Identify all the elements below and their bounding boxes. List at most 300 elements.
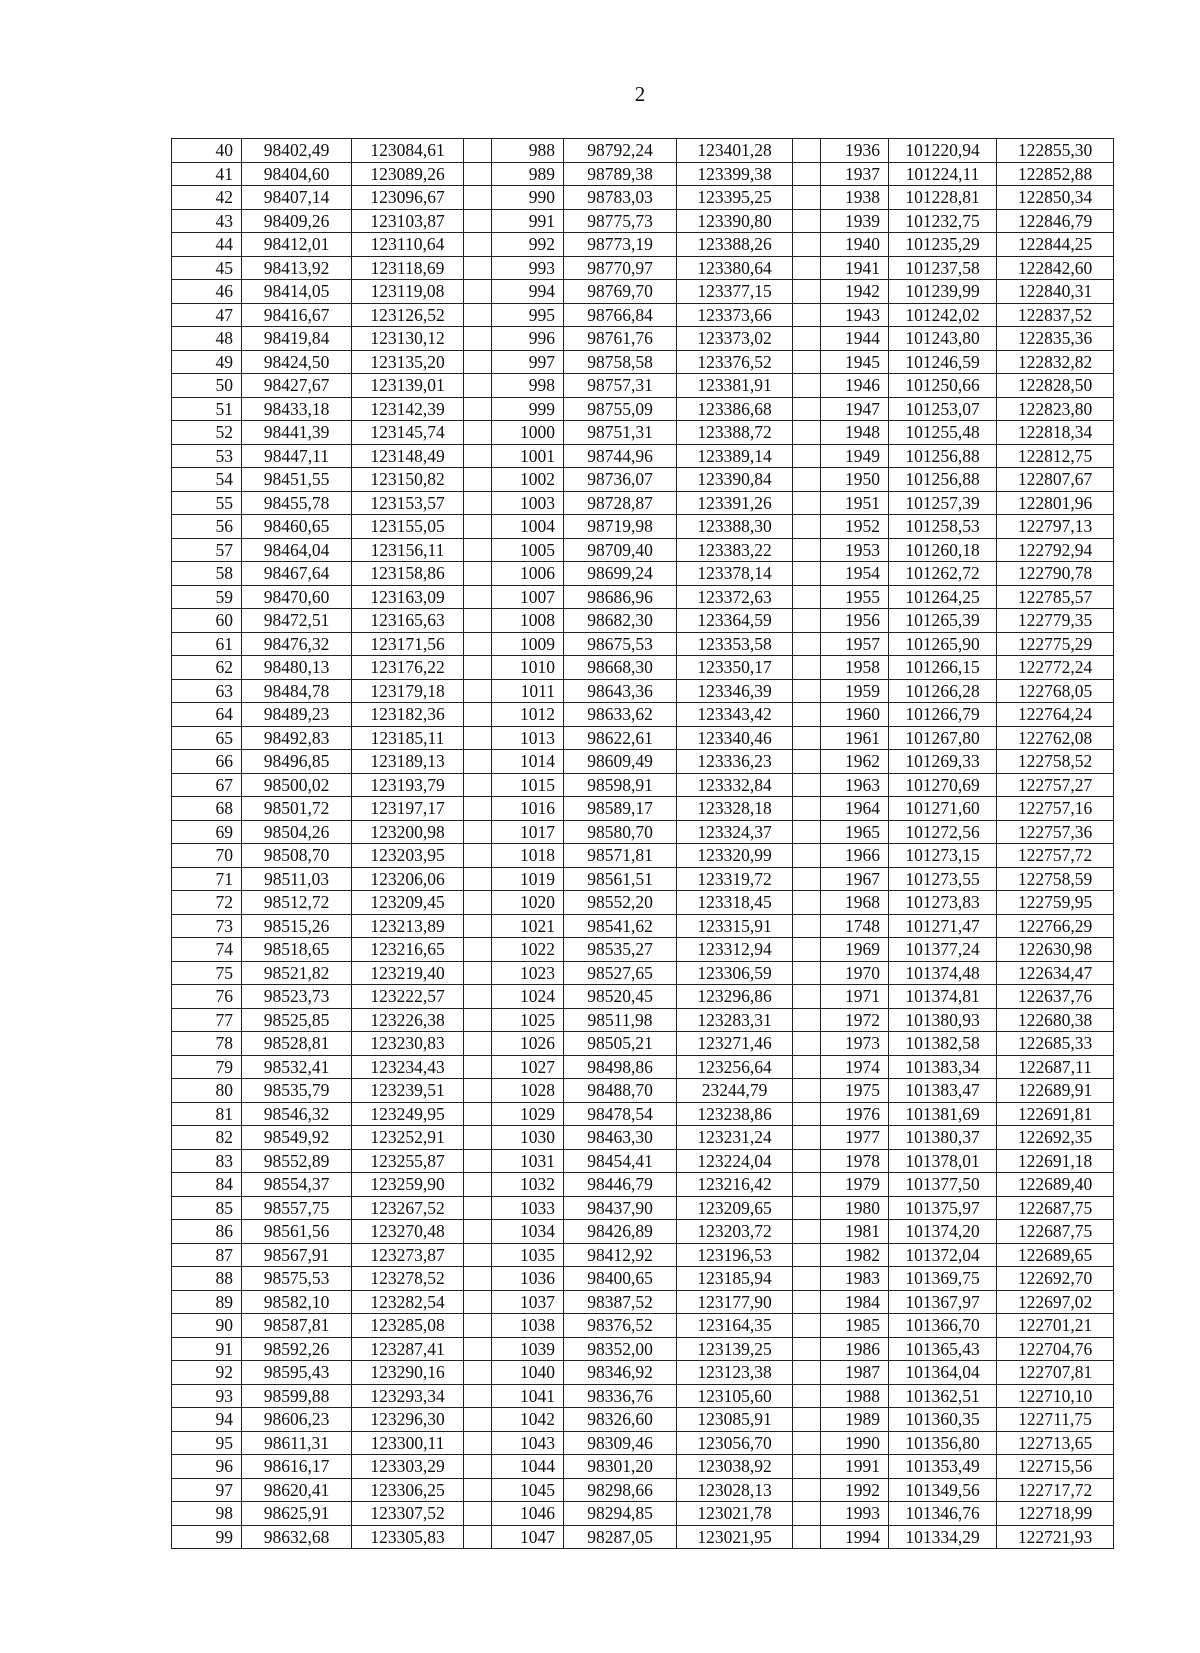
separator-cell: [464, 1220, 492, 1244]
separator-cell: [464, 515, 492, 539]
y-coordinate-cell: 122691,81: [997, 1102, 1114, 1126]
y-coordinate-cell: 123185,94: [677, 1267, 793, 1291]
x-coordinate-cell: 98402,49: [242, 139, 352, 163]
y-coordinate-cell: 123209,45: [352, 891, 464, 915]
x-coordinate-cell: 101374,20: [889, 1220, 997, 1244]
point-number-cell: 1979: [821, 1173, 889, 1197]
point-number-cell: 1010: [492, 656, 564, 680]
point-number-cell: 44: [172, 233, 242, 257]
table-row: [172, 209, 1114, 233]
x-coordinate-cell: 101367,97: [889, 1290, 997, 1314]
separator-cell: [793, 938, 821, 962]
x-coordinate-cell: 98580,70: [564, 820, 677, 844]
x-coordinate-cell: 101246,59: [889, 350, 997, 374]
point-number-cell: 84: [172, 1173, 242, 1197]
x-coordinate-cell: 98611,31: [242, 1431, 352, 1455]
point-number-cell: 72: [172, 891, 242, 915]
x-coordinate-cell: 101374,48: [889, 961, 997, 985]
y-coordinate-cell: 122757,16: [997, 797, 1114, 821]
x-coordinate-cell: 98769,70: [564, 280, 677, 304]
x-coordinate-cell: 98505,21: [564, 1032, 677, 1056]
x-coordinate-cell: 98757,31: [564, 374, 677, 398]
point-number-cell: 1968: [821, 891, 889, 915]
table-row: [172, 374, 1114, 398]
x-coordinate-cell: 98609,49: [564, 750, 677, 774]
point-number-cell: 1953: [821, 538, 889, 562]
x-coordinate-cell: 98622,61: [564, 726, 677, 750]
x-coordinate-cell: 98736,07: [564, 468, 677, 492]
x-coordinate-cell: 98504,26: [242, 820, 352, 844]
y-coordinate-cell: 123306,59: [677, 961, 793, 985]
separator-cell: [793, 186, 821, 210]
y-coordinate-cell: 122772,24: [997, 656, 1114, 680]
x-coordinate-cell: 98575,53: [242, 1267, 352, 1291]
point-number-cell: 1032: [492, 1173, 564, 1197]
y-coordinate-cell: 122762,08: [997, 726, 1114, 750]
x-coordinate-cell: 101256,88: [889, 444, 997, 468]
y-coordinate-cell: 123285,08: [352, 1314, 464, 1338]
x-coordinate-cell: 101356,80: [889, 1431, 997, 1455]
y-coordinate-cell: 123346,39: [677, 679, 793, 703]
x-coordinate-cell: 98744,96: [564, 444, 677, 468]
y-coordinate-cell: 123156,11: [352, 538, 464, 562]
x-coordinate-cell: 98441,39: [242, 421, 352, 445]
point-number-cell: 99: [172, 1525, 242, 1549]
point-number-cell: 1981: [821, 1220, 889, 1244]
separator-cell: [464, 162, 492, 186]
point-number-cell: 988: [492, 139, 564, 163]
y-coordinate-cell: 123389,14: [677, 444, 793, 468]
separator-cell: [464, 656, 492, 680]
x-coordinate-cell: 98699,24: [564, 562, 677, 586]
table-row: [172, 562, 1114, 586]
y-coordinate-cell: 123306,25: [352, 1478, 464, 1502]
table-row: [172, 491, 1114, 515]
x-coordinate-cell: 98783,03: [564, 186, 677, 210]
y-coordinate-cell: 123135,20: [352, 350, 464, 374]
y-coordinate-cell: 123139,01: [352, 374, 464, 398]
separator-cell: [464, 1196, 492, 1220]
point-number-cell: 50: [172, 374, 242, 398]
x-coordinate-cell: 98294,85: [564, 1502, 677, 1526]
point-number-cell: 1040: [492, 1361, 564, 1385]
y-coordinate-cell: 123200,98: [352, 820, 464, 844]
separator-cell: [464, 1008, 492, 1032]
table-row: [172, 844, 1114, 868]
y-coordinate-cell: 123318,45: [677, 891, 793, 915]
y-coordinate-cell: 123021,95: [677, 1525, 793, 1549]
x-coordinate-cell: 98498,86: [564, 1055, 677, 1079]
point-number-cell: 1977: [821, 1126, 889, 1150]
point-number-cell: 43: [172, 209, 242, 233]
point-number-cell: 1045: [492, 1478, 564, 1502]
y-coordinate-cell: 123219,40: [352, 961, 464, 985]
point-number-cell: 1976: [821, 1102, 889, 1126]
x-coordinate-cell: 98508,70: [242, 844, 352, 868]
separator-cell: [464, 820, 492, 844]
x-coordinate-cell: 98595,43: [242, 1361, 352, 1385]
x-coordinate-cell: 101235,29: [889, 233, 997, 257]
separator-cell: [793, 1173, 821, 1197]
y-coordinate-cell: 123164,35: [677, 1314, 793, 1338]
x-coordinate-cell: 98416,67: [242, 303, 352, 327]
point-number-cell: 1993: [821, 1502, 889, 1526]
point-number-cell: 1958: [821, 656, 889, 680]
x-coordinate-cell: 98484,78: [242, 679, 352, 703]
y-coordinate-cell: 123336,23: [677, 750, 793, 774]
point-number-cell: 1994: [821, 1525, 889, 1549]
point-number-cell: 1037: [492, 1290, 564, 1314]
x-coordinate-cell: 98606,23: [242, 1408, 352, 1432]
table-row: [172, 515, 1114, 539]
point-number-cell: 1951: [821, 491, 889, 515]
y-coordinate-cell: 122692,35: [997, 1126, 1114, 1150]
x-coordinate-cell: 98478,54: [564, 1102, 677, 1126]
point-number-cell: 1966: [821, 844, 889, 868]
table-row: [172, 303, 1114, 327]
x-coordinate-cell: 101271,60: [889, 797, 997, 821]
y-coordinate-cell: 123126,52: [352, 303, 464, 327]
table-row: [172, 1384, 1114, 1408]
y-coordinate-cell: 123163,09: [352, 585, 464, 609]
y-coordinate-cell: 123216,65: [352, 938, 464, 962]
x-coordinate-cell: 101273,55: [889, 867, 997, 891]
x-coordinate-cell: 101266,28: [889, 679, 997, 703]
separator-cell: [464, 1079, 492, 1103]
y-coordinate-cell: 122844,25: [997, 233, 1114, 257]
y-coordinate-cell: 123273,87: [352, 1243, 464, 1267]
separator-cell: [793, 750, 821, 774]
point-number-cell: 48: [172, 327, 242, 351]
table-row: [172, 1055, 1114, 1079]
y-coordinate-cell: 123176,22: [352, 656, 464, 680]
point-number-cell: 46: [172, 280, 242, 304]
point-number-cell: 1974: [821, 1055, 889, 1079]
y-coordinate-cell: 122687,11: [997, 1055, 1114, 1079]
point-number-cell: 73: [172, 914, 242, 938]
y-coordinate-cell: 123312,94: [677, 938, 793, 962]
y-coordinate-cell: 123148,49: [352, 444, 464, 468]
y-coordinate-cell: 123255,87: [352, 1149, 464, 1173]
point-number-cell: 97: [172, 1478, 242, 1502]
point-number-cell: 66: [172, 750, 242, 774]
y-coordinate-cell: 123085,91: [677, 1408, 793, 1432]
y-coordinate-cell: 123249,95: [352, 1102, 464, 1126]
y-coordinate-cell: 123390,84: [677, 468, 793, 492]
point-number-cell: 999: [492, 397, 564, 421]
point-number-cell: 1023: [492, 961, 564, 985]
point-number-cell: 87: [172, 1243, 242, 1267]
y-coordinate-cell: 123234,43: [352, 1055, 464, 1079]
separator-cell: [464, 609, 492, 633]
separator-cell: [793, 491, 821, 515]
point-number-cell: 45: [172, 256, 242, 280]
y-coordinate-cell: 122757,36: [997, 820, 1114, 844]
x-coordinate-cell: 98521,82: [242, 961, 352, 985]
point-number-cell: 93: [172, 1384, 242, 1408]
y-coordinate-cell: 122855,30: [997, 139, 1114, 163]
point-number-cell: 1004: [492, 515, 564, 539]
x-coordinate-cell: 101271,47: [889, 914, 997, 938]
x-coordinate-cell: 101383,47: [889, 1079, 997, 1103]
point-number-cell: 1988: [821, 1384, 889, 1408]
y-coordinate-cell: 123103,87: [352, 209, 464, 233]
point-number-cell: 77: [172, 1008, 242, 1032]
table-row: [172, 1149, 1114, 1173]
separator-cell: [793, 985, 821, 1009]
point-number-cell: 88: [172, 1267, 242, 1291]
separator-cell: [793, 162, 821, 186]
point-number-cell: 1005: [492, 538, 564, 562]
x-coordinate-cell: 101364,04: [889, 1361, 997, 1385]
x-coordinate-cell: 101377,50: [889, 1173, 997, 1197]
x-coordinate-cell: 98643,36: [564, 679, 677, 703]
separator-cell: [464, 914, 492, 938]
point-number-cell: 82: [172, 1126, 242, 1150]
separator-cell: [793, 1126, 821, 1150]
table-row: [172, 609, 1114, 633]
point-number-cell: 71: [172, 867, 242, 891]
x-coordinate-cell: 101250,66: [889, 374, 997, 398]
x-coordinate-cell: 98298,66: [564, 1478, 677, 1502]
point-number-cell: 79: [172, 1055, 242, 1079]
separator-cell: [464, 679, 492, 703]
separator-cell: [793, 233, 821, 257]
table-row: [172, 1525, 1114, 1549]
y-coordinate-cell: 123222,57: [352, 985, 464, 1009]
y-coordinate-cell: 123177,90: [677, 1290, 793, 1314]
y-coordinate-cell: 122837,52: [997, 303, 1114, 327]
point-number-cell: 1006: [492, 562, 564, 586]
y-coordinate-cell: 122768,05: [997, 679, 1114, 703]
point-number-cell: 1034: [492, 1220, 564, 1244]
point-number-cell: 80: [172, 1079, 242, 1103]
separator-cell: [464, 374, 492, 398]
separator-cell: [793, 421, 821, 445]
y-coordinate-cell: 122710,10: [997, 1384, 1114, 1408]
separator-cell: [464, 1337, 492, 1361]
y-coordinate-cell: 123213,89: [352, 914, 464, 938]
point-number-cell: 1031: [492, 1149, 564, 1173]
y-coordinate-cell: 123350,17: [677, 656, 793, 680]
x-coordinate-cell: 98352,00: [564, 1337, 677, 1361]
separator-cell: [464, 303, 492, 327]
point-number-cell: 47: [172, 303, 242, 327]
point-number-cell: 1943: [821, 303, 889, 327]
y-coordinate-cell: 123252,91: [352, 1126, 464, 1150]
y-coordinate-cell: 123293,34: [352, 1384, 464, 1408]
y-coordinate-cell: 122812,75: [997, 444, 1114, 468]
x-coordinate-cell: 98525,85: [242, 1008, 352, 1032]
y-coordinate-cell: 123399,38: [677, 162, 793, 186]
y-coordinate-cell: 123267,52: [352, 1196, 464, 1220]
x-coordinate-cell: 98535,27: [564, 938, 677, 962]
table-row: [172, 773, 1114, 797]
separator-cell: [793, 656, 821, 680]
x-coordinate-cell: 101365,43: [889, 1337, 997, 1361]
table-row: [172, 421, 1114, 445]
point-number-cell: 1748: [821, 914, 889, 938]
y-coordinate-cell: 122818,34: [997, 421, 1114, 445]
point-number-cell: 61: [172, 632, 242, 656]
point-number-cell: 994: [492, 280, 564, 304]
y-coordinate-cell: 123380,64: [677, 256, 793, 280]
y-coordinate-cell: 123145,74: [352, 421, 464, 445]
x-coordinate-cell: 98567,91: [242, 1243, 352, 1267]
y-coordinate-cell: 123096,67: [352, 186, 464, 210]
point-number-cell: 94: [172, 1408, 242, 1432]
y-coordinate-cell: 123319,72: [677, 867, 793, 891]
y-coordinate-cell: 123028,13: [677, 1478, 793, 1502]
table-row: [172, 1455, 1114, 1479]
x-coordinate-cell: 98407,14: [242, 186, 352, 210]
y-coordinate-cell: 123239,51: [352, 1079, 464, 1103]
separator-cell: [464, 726, 492, 750]
point-number-cell: 60: [172, 609, 242, 633]
x-coordinate-cell: 98419,84: [242, 327, 352, 351]
separator-cell: [793, 867, 821, 891]
separator-cell: [464, 1032, 492, 1056]
table-row: [172, 350, 1114, 374]
separator-cell: [464, 562, 492, 586]
point-number-cell: 1987: [821, 1361, 889, 1385]
table-row: [172, 139, 1114, 163]
point-number-cell: 1990: [821, 1431, 889, 1455]
point-number-cell: 1028: [492, 1079, 564, 1103]
x-coordinate-cell: 98470,60: [242, 585, 352, 609]
separator-cell: [464, 1102, 492, 1126]
separator-cell: [464, 1243, 492, 1267]
separator-cell: [464, 632, 492, 656]
table-row: [172, 1408, 1114, 1432]
x-coordinate-cell: 98309,46: [564, 1431, 677, 1455]
point-number-cell: 992: [492, 233, 564, 257]
x-coordinate-cell: 98376,52: [564, 1314, 677, 1338]
x-coordinate-cell: 98632,68: [242, 1525, 352, 1549]
point-number-cell: 1942: [821, 280, 889, 304]
point-number-cell: 76: [172, 985, 242, 1009]
x-coordinate-cell: 101220,94: [889, 139, 997, 163]
separator-cell: [793, 609, 821, 633]
x-coordinate-cell: 98409,26: [242, 209, 352, 233]
x-coordinate-cell: 98480,13: [242, 656, 352, 680]
y-coordinate-cell: 123193,79: [352, 773, 464, 797]
y-coordinate-cell: 123383,22: [677, 538, 793, 562]
point-number-cell: 1970: [821, 961, 889, 985]
y-coordinate-cell: 123270,48: [352, 1220, 464, 1244]
x-coordinate-cell: 101382,58: [889, 1032, 997, 1056]
y-coordinate-cell: 122711,75: [997, 1408, 1114, 1432]
x-coordinate-cell: 98755,09: [564, 397, 677, 421]
point-number-cell: 54: [172, 468, 242, 492]
y-coordinate-cell: 123328,18: [677, 797, 793, 821]
x-coordinate-cell: 98464,04: [242, 538, 352, 562]
table-row: [172, 1431, 1114, 1455]
point-number-cell: 75: [172, 961, 242, 985]
point-number-cell: 1027: [492, 1055, 564, 1079]
y-coordinate-cell: 123089,26: [352, 162, 464, 186]
x-coordinate-cell: 98766,84: [564, 303, 677, 327]
x-coordinate-cell: 98488,70: [564, 1079, 677, 1103]
point-number-cell: 990: [492, 186, 564, 210]
separator-cell: [793, 773, 821, 797]
point-number-cell: 1024: [492, 985, 564, 1009]
point-number-cell: 995: [492, 303, 564, 327]
page-number: 2: [634, 82, 646, 106]
x-coordinate-cell: 98761,76: [564, 327, 677, 351]
point-number-cell: 63: [172, 679, 242, 703]
point-number-cell: 1017: [492, 820, 564, 844]
y-coordinate-cell: 122717,72: [997, 1478, 1114, 1502]
x-coordinate-cell: 101374,81: [889, 985, 997, 1009]
x-coordinate-cell: 98455,78: [242, 491, 352, 515]
y-coordinate-cell: 123158,86: [352, 562, 464, 586]
separator-cell: [464, 350, 492, 374]
table-row: [172, 1502, 1114, 1526]
x-coordinate-cell: 98346,92: [564, 1361, 677, 1385]
table-row: [172, 938, 1114, 962]
y-coordinate-cell: 122846,79: [997, 209, 1114, 233]
x-coordinate-cell: 101255,48: [889, 421, 997, 445]
y-coordinate-cell: 123278,52: [352, 1267, 464, 1291]
y-coordinate-cell: 123130,12: [352, 327, 464, 351]
point-number-cell: 1033: [492, 1196, 564, 1220]
y-coordinate-cell: 123123,38: [677, 1361, 793, 1385]
separator-cell: [793, 679, 821, 703]
point-number-cell: 1007: [492, 585, 564, 609]
x-coordinate-cell: 101266,15: [889, 656, 997, 680]
y-coordinate-cell: 123038,92: [677, 1455, 793, 1479]
separator-cell: [464, 1525, 492, 1549]
y-coordinate-cell: 123372,63: [677, 585, 793, 609]
point-number-cell: 1002: [492, 468, 564, 492]
y-coordinate-cell: 123307,52: [352, 1502, 464, 1526]
table-row: [172, 867, 1114, 891]
point-number-cell: 1003: [492, 491, 564, 515]
point-number-cell: 1047: [492, 1525, 564, 1549]
separator-cell: [793, 1314, 821, 1338]
point-number-cell: 1949: [821, 444, 889, 468]
x-coordinate-cell: 101239,99: [889, 280, 997, 304]
x-coordinate-cell: 98446,79: [564, 1173, 677, 1197]
y-coordinate-cell: 122637,76: [997, 985, 1114, 1009]
table-row: [172, 468, 1114, 492]
x-coordinate-cell: 98512,72: [242, 891, 352, 915]
separator-cell: [464, 186, 492, 210]
y-coordinate-cell: 123386,68: [677, 397, 793, 421]
point-number-cell: 1982: [821, 1243, 889, 1267]
x-coordinate-cell: 98437,90: [564, 1196, 677, 1220]
table-row: [172, 1361, 1114, 1385]
table-row: [172, 327, 1114, 351]
y-coordinate-cell: 122775,29: [997, 632, 1114, 656]
y-coordinate-cell: 123171,56: [352, 632, 464, 656]
point-number-cell: 89: [172, 1290, 242, 1314]
point-number-cell: 1008: [492, 609, 564, 633]
point-number-cell: 1983: [821, 1267, 889, 1291]
separator-cell: [464, 1361, 492, 1385]
x-coordinate-cell: 101372,04: [889, 1243, 997, 1267]
point-number-cell: 86: [172, 1220, 242, 1244]
separator-cell: [464, 538, 492, 562]
x-coordinate-cell: 98587,81: [242, 1314, 352, 1338]
y-coordinate-cell: 123343,42: [677, 703, 793, 727]
point-number-cell: 1013: [492, 726, 564, 750]
x-coordinate-cell: 98472,51: [242, 609, 352, 633]
separator-cell: [464, 491, 492, 515]
y-coordinate-cell: 123196,53: [677, 1243, 793, 1267]
point-number-cell: 989: [492, 162, 564, 186]
